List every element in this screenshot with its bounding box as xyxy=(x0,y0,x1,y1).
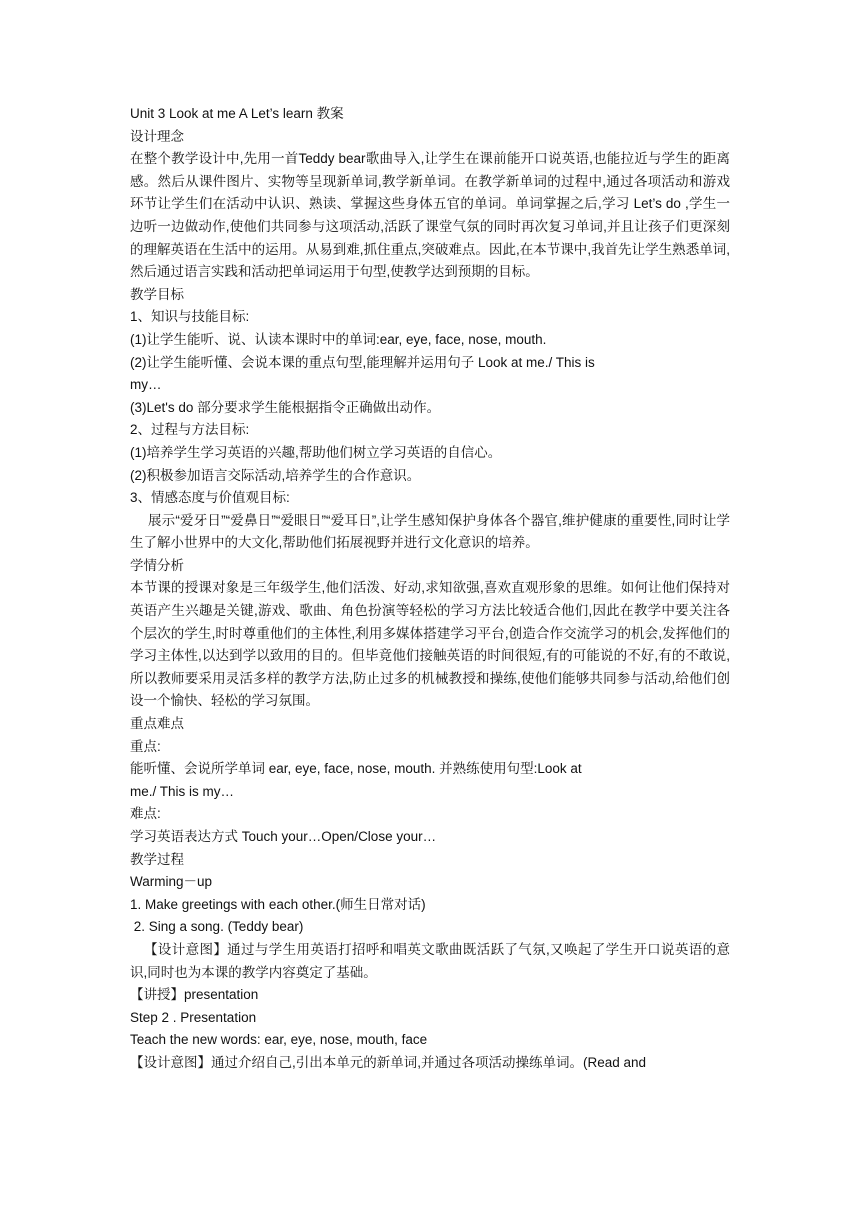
difficulty-label: 难点: xyxy=(130,806,161,822)
lecture-label: 【讲授】presentation xyxy=(130,987,259,1003)
design-concept-paragraph: 在整个教学设计中,先用一首Teddy bear歌曲导入,让学生在课前能开口说英语,也能拉近与学生的距离感。然后从课件图片、实物等呈现新单词,教学新单词。在教学新单词的过程中,通过各项活动和游戏环节让学生们在活动中认识、熟读、掌握这些身体五官的单词。单词掌握之后,学习 Let’s do ,学生一边听一边做动作,使他们共同参与这项活动,活跃了课堂气氛的同时再次复习单词,并且让孩子们更深刻的理解英语在生活中的运用。从易到难,抓住重点,突破难点。因此,在本节课中,我首先让学生熟悉单词,然后通过语言实践和活动把单词运用于句型,使教学达到预期的目标。 xyxy=(130,151,730,280)
key-point-text-cont: me./ This is my… xyxy=(130,783,235,799)
goal2-item-2: (2)积极参加语言交际活动,培养学生的合作意识。 xyxy=(130,467,421,483)
heading-teaching-process: 教学过程 xyxy=(130,851,184,867)
difficulty-text: 学习英语表达方式 Touch your…Open/Close your… xyxy=(130,829,437,844)
learner-analysis-paragraph: 本节课的授课对象是三年级学生,他们活泼、好动,求知欲强,喜欢直观形象的思维。如何让他们保持对英语产生兴趣是关键,游戏、歌曲、角色扮演等轻松的学习方法比较适合他们,因此在教学中要关注各个层次的学生,时时尊重他们的主体性,利用多媒体搭建学习平台,创造合作交流学习的机会,发挥他们的学习主体性,以达到学以致用的目的。但毕竟他们接触英语的时间很短,有的可能说的不好,有的不敢说,所以教师要采用灵活多样的教学方法,防止过多的机械教授和操练,使他们能够共同参与活动,给他们创设一个愉快、轻松的学习氛围。 xyxy=(130,580,730,709)
step-greetings: 1. Make greetings with each other.(师生日常对话) xyxy=(130,896,426,912)
teach-new-words: Teach the new words: ear, eye, nose, mouth, face xyxy=(130,1032,428,1048)
goal-item-1: (1)让学生能听、说、认读本课时中的单词:ear, eye, face, nose, mouth. xyxy=(130,331,547,347)
goal2-item-1: (1)培养学生学习英语的兴趣,帮助他们树立学习英语的自信心。 xyxy=(130,444,502,460)
design-intent-1: 【设计意图】通过与学生用英语打招呼和唱英文歌曲既活跃了气氛,又唤起了学生开口说英语的意识,同时也为本课的教学内容奠定了基础。 xyxy=(130,941,730,980)
goal-process-methods: 2、过程与方法目标: xyxy=(130,422,250,438)
heading-learner-analysis: 学情分析 xyxy=(130,557,184,573)
warming-up: Warming－up xyxy=(130,874,213,890)
key-point-label: 重点: xyxy=(130,738,161,754)
step-presentation: Step 2 . Presentation xyxy=(130,1009,257,1025)
goal-item-2: (2)让学生能听懂、会说本课的重点句型,能理解并运用句子 Look at me./ This is xyxy=(130,354,595,370)
design-intent-2: 【设计意图】通过介绍自己,引出本单元的新单词,并通过各项活动操练单词。(Read and xyxy=(130,1054,647,1070)
goal-item-2-cont: my… xyxy=(130,377,162,393)
heading-design-concept: 设计理念 xyxy=(130,128,184,144)
document-page xyxy=(130,103,730,1075)
step-sing-song: 2. Sing a song. (Teddy bear) xyxy=(130,919,304,935)
doc-title: Unit 3 Look at me A Let’s learn 教案 xyxy=(130,106,344,121)
goal-emotion-values: 3、情感态度与价值观目标: xyxy=(130,490,290,506)
goal3-paragraph: 展示“爱牙日”“爱鼻日”“爱眼日”“爱耳日”,让学生感知保护身体各个器官,维护健康的重要性,同时让学生了解小世界中的大文化,帮助他们拓展视野并进行文化意识的培养。 xyxy=(130,512,730,551)
key-point-text: 能听懂、会说所学单词 ear, eye, face, nose, mouth. 并熟练使用句型:Look at xyxy=(130,761,582,777)
heading-teaching-goals: 教学目标 xyxy=(130,286,184,302)
goal-item-3: (3)Let's do 部分要求学生能根据指令正确做出动作。 xyxy=(130,399,441,415)
heading-key-points: 重点难点 xyxy=(130,716,184,732)
goal-knowledge-skills: 1、知识与技能目标: xyxy=(130,309,250,325)
